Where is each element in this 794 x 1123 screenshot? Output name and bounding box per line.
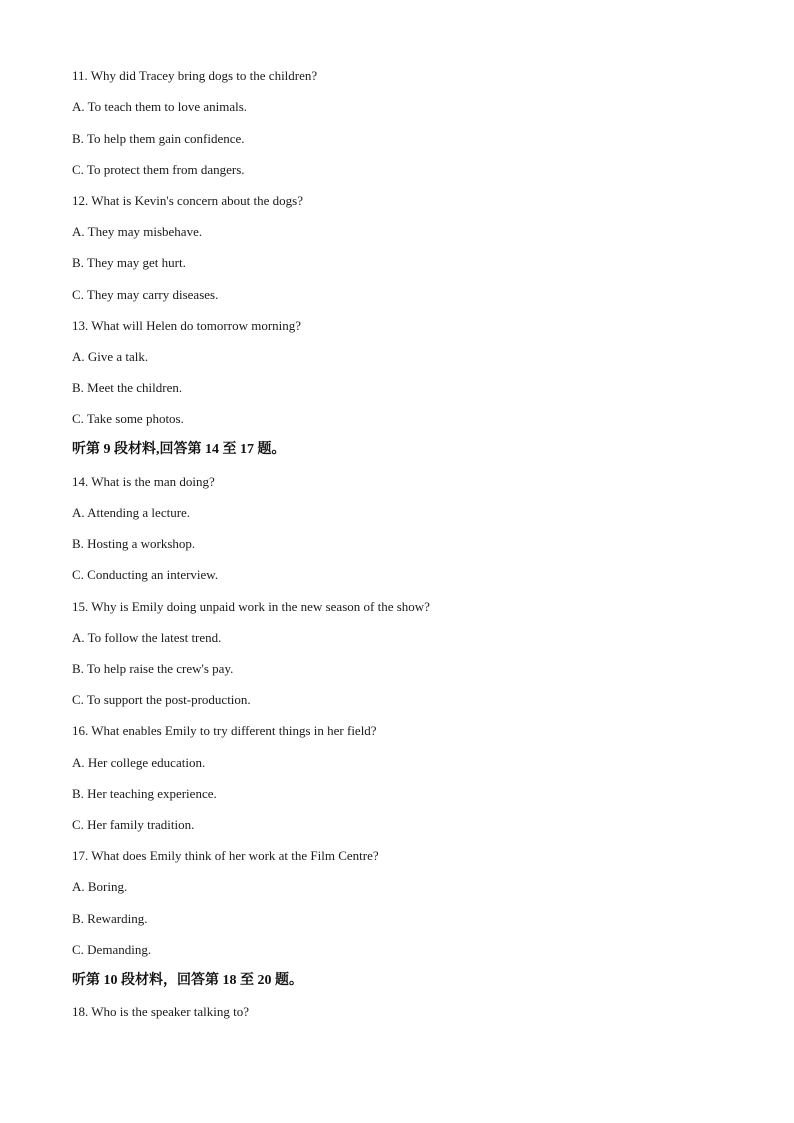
section-heading-10: 听第 10 段材料，回答第 18 至 20 题。 (72, 973, 303, 988)
option-13a: A. Give a talk. (72, 349, 149, 364)
option-12b: B. They may get hurt. (72, 255, 186, 270)
question-14: 14. What is the man doing? (72, 474, 215, 489)
option-14c: C. Conducting an interview. (72, 567, 219, 582)
option-17c: C. Demanding. (72, 942, 152, 957)
option-12c: C. They may carry diseases. (72, 287, 219, 302)
option-14a: A. Attending a lecture. (72, 505, 191, 520)
option-16c: C. Her family tradition. (72, 817, 195, 832)
question-16: 16. What enables Emily to try different things in her field? (72, 723, 377, 738)
option-11c: C. To protect them from dangers. (72, 162, 245, 177)
question-11: 11. Why did Tracey bring dogs to the children? (72, 68, 318, 83)
option-15b: B. To help raise the crew's pay. (72, 661, 234, 676)
question-13: 13. What will Helen do tomorrow morning? (72, 318, 302, 333)
question-18: 18. Who is the speaker talking to? (72, 1004, 250, 1019)
option-17b: B. Rewarding. (72, 911, 148, 926)
section-heading-9: 听第 9 段材料,回答第 14 至 17 题。 (72, 442, 286, 457)
question-17: 17. What does Emily think of her work at the Film Centre? (72, 848, 379, 863)
option-16a: A. Her college education. (72, 755, 206, 770)
question-12: 12. What is Kevin's concern about the dogs? (72, 193, 303, 208)
option-17a: A. Boring. (72, 879, 128, 894)
option-13b: B. Meet the children. (72, 380, 183, 395)
question-15: 15. Why is Emily doing unpaid work in the new season of the show? (72, 599, 430, 614)
option-15a: A. To follow the latest trend. (72, 630, 222, 645)
option-14b: B. Hosting a workshop. (72, 536, 196, 551)
option-13c: C. Take some photos. (72, 411, 184, 426)
option-11a: A. To teach them to love animals. (72, 99, 248, 114)
option-16b: B. Her teaching experience. (72, 786, 217, 801)
option-12a: A. They may misbehave. (72, 224, 203, 239)
option-15c: C. To support the post-production. (72, 692, 251, 707)
option-11b: B. To help them gain confidence. (72, 131, 245, 146)
